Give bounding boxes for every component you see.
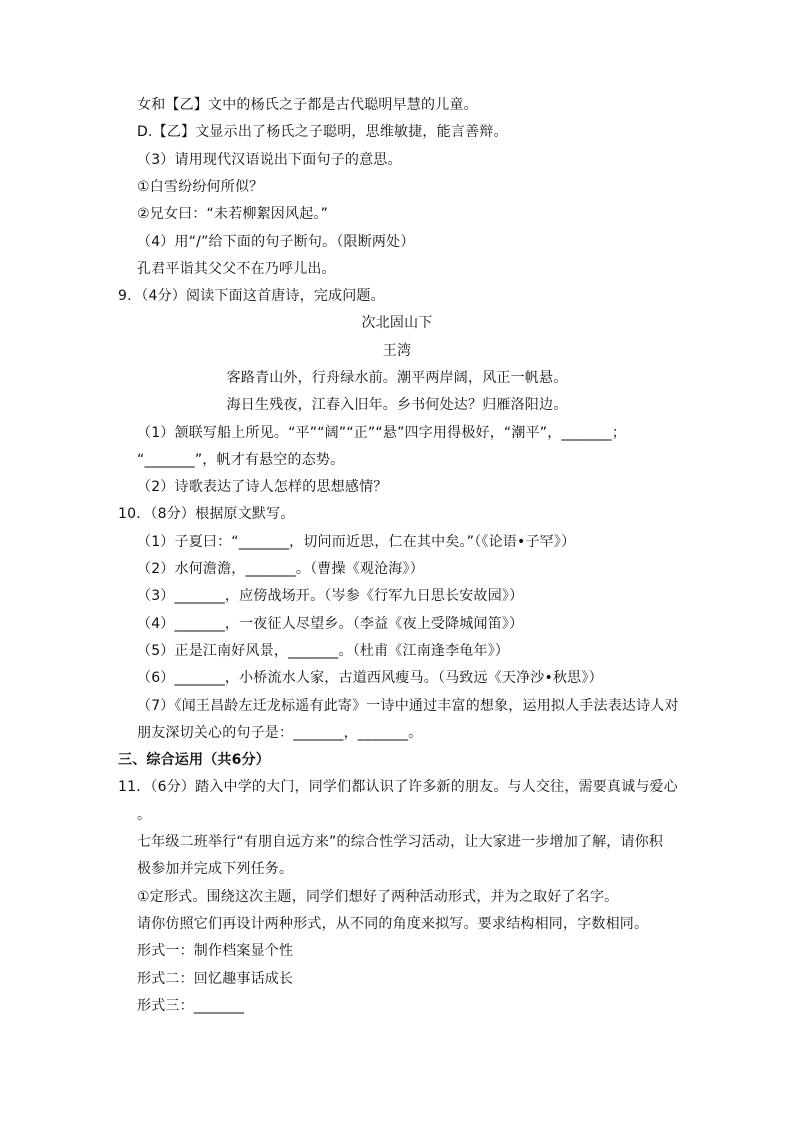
q10-heading: 10．（8分）根据原文默写。	[118, 506, 295, 522]
q9-sub1-line2: “_______”，帆才有悬空的态势。	[137, 452, 345, 468]
q10-item: （5）正是江南好风景，_______。（杜甫《江南逢李龟年》）	[137, 643, 510, 659]
q8-sub4-sentence: 孔君平诣其父父不在乃呼儿出。	[137, 261, 336, 277]
q11-line2: 。	[137, 807, 152, 823]
q10-item: 朋友深切关心的句子是：_______，_______。	[137, 725, 423, 741]
q11-line4: 极参加并完成下列任务。	[137, 861, 294, 877]
q8-sub4-prompt: （4）用“/”给下面的句子断句。（限断两处）	[137, 234, 415, 250]
q9-sub2: （2）诗歌表达了诗人怎样的思想感情？	[137, 479, 388, 495]
q10-item: （1）子夏曰：“_______，切问而近思，仁在其中矣。”（《论语•子罕》）	[137, 534, 576, 550]
q10-item: （2）水何澹澹，_______。（曹操《观沧海》）	[137, 561, 424, 577]
q10-item: （7）《闻王昌龄左迁龙标遥有此寄》一诗中通过丰富的想象，运用拟人手法表达诗人对	[137, 698, 679, 714]
q8-sub3-item2: ②兄女曰：“未若柳絮因风起。”	[137, 206, 329, 222]
poem-line-1: 客路青山外，行舟绿水前。潮平两岸阔，风正一帆悬。	[226, 370, 568, 386]
q9-sub1-line1: （1）颔联写船上所见。“平”“阔”“正”“悬”四字用得极好，“潮平”，_______；	[137, 425, 627, 441]
poem-author: 王湾	[382, 343, 412, 359]
q11-line3: 七年级二班举行“有朋自远方来”的综合性学习活动，让大家进一步增加了解，请你积	[137, 834, 664, 850]
q10-item: （3）_______，应傍战场开。（岑参《行军九日思长安故园》）	[137, 588, 524, 604]
q8-option-d: D.【乙】文显示出了杨氏之子聪明，思维敏捷，能言善辩。	[137, 124, 508, 140]
q11-form3: 形式三：_______	[137, 998, 245, 1014]
q11-line1: 11．（6分）踏入中学的大门，同学们都认识了许多新的朋友。与人交往，需要真诚与爱心	[118, 779, 678, 795]
q11-line5: ①定形式。围绕这次主题，同学们想好了两种活动形式，并为之取好了名字。	[137, 889, 619, 905]
q8-sub3-prompt: （3）请用现代汉语说出下面句子的意思。	[137, 152, 402, 168]
section3-heading: 三、综合运用（共6分）	[118, 752, 270, 768]
poem-line-2: 海日生残夜，江春入旧年。乡书何处达？归雁洛阳边。	[226, 397, 568, 413]
q11-form1: 形式一：制作档案显个性	[137, 943, 294, 959]
q11-line6: 请你仿照它们再设计两种形式，从不同的角度来拟写。要求结构相同，字数相同。	[137, 916, 649, 932]
q10-item: （6）_______，小桥流水人家，古道西风瘦马。（马致远《天净沙•秋思》）	[137, 670, 603, 686]
q11-form2: 形式二：回忆趣事话成长	[137, 971, 294, 987]
q9-heading: 9．（4分）阅读下面这首唐诗，完成问题。	[118, 288, 385, 304]
q8-sub3-item1: ①白雪纷纷何所似？	[137, 179, 264, 195]
q8-option-c-tail: 女和【乙】文中的杨氏之子都是古代聪明早慧的儿童。	[137, 97, 478, 113]
poem-title: 次北固山下	[361, 315, 433, 331]
q10-item: （4）_______，一夜征人尽望乡。（李益《夜上受降城闻笛》）	[137, 616, 524, 632]
